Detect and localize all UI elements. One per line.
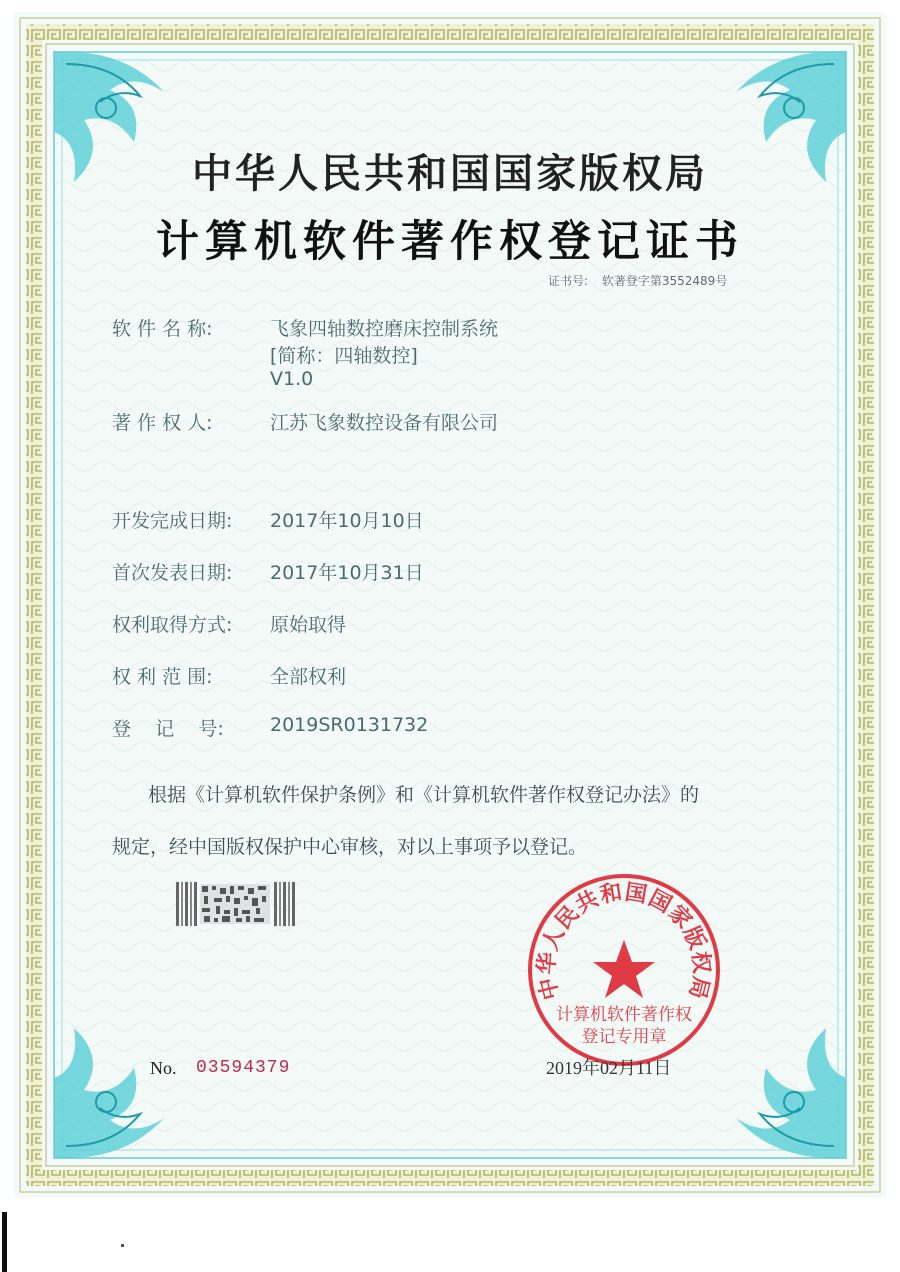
field-label-acquisition-method: 权利取得方式: bbox=[112, 614, 233, 636]
field-label-rights-scope: 权 利 范 围: bbox=[112, 666, 213, 688]
scan-edge-mark bbox=[2, 1212, 7, 1272]
serial-number-value: 03594379 bbox=[196, 1058, 291, 1078]
field-label-completion-date: 开发完成日期: bbox=[112, 510, 233, 532]
certificate-number bbox=[548, 272, 727, 289]
field-value-version: V1.0 bbox=[270, 368, 314, 390]
field-value-acquisition-method: 原始取得 bbox=[270, 614, 347, 636]
serial-number-label: No. bbox=[150, 1058, 177, 1078]
statement-line-1: 根据《计算机软件保护条例》和《计算机软件著作权登记办法》的 bbox=[148, 784, 700, 806]
certificate-number-label: 证书号: bbox=[548, 274, 589, 288]
field-value-completion-date: 2017年10月10日 bbox=[270, 510, 424, 532]
certificate-number-value: 软著登字第3552489号 bbox=[601, 274, 728, 288]
seal-inner-line-2: 登记专用章 bbox=[581, 1027, 667, 1047]
seal-inner-line-1: 计算机软件著作权 bbox=[556, 1005, 692, 1025]
field-label-publication-date: 首次发表日期: bbox=[112, 562, 233, 584]
field-value-software-name: 飞象四轴数控磨床控制系统 bbox=[270, 318, 499, 340]
certificate-title: 计算机软件著作权登记证书 bbox=[156, 217, 744, 267]
seal-ring-text: 中华人民共和国国家版权局 bbox=[534, 879, 714, 1003]
issuing-authority: 中华人民共和国国家版权局 bbox=[192, 151, 708, 197]
field-value-copyright-owner: 江苏飞象数控设备有限公司 bbox=[270, 412, 499, 434]
seal-star-icon bbox=[593, 940, 655, 998]
field-label-copyright-owner: 著 作 权 人: bbox=[112, 412, 213, 434]
field-value-registration-number: 2019SR0131732 bbox=[270, 714, 429, 736]
field-value-publication-date: 2017年10月31日 bbox=[270, 562, 424, 584]
issue-date: 2019年02月11日 bbox=[546, 1058, 672, 1078]
field-label-registration-number: 登 记 号: bbox=[112, 718, 224, 740]
field-label-software-name: 软 件 名 称: bbox=[112, 318, 213, 340]
field-value-rights-scope: 全部权利 bbox=[270, 666, 347, 688]
statement-line-2: 规定，经中国版权保护中心审核，对以上事项予以登记。 bbox=[112, 836, 588, 858]
field-value-short-name: [简称：四轴数控] bbox=[270, 345, 418, 367]
barcode-icon bbox=[176, 882, 302, 926]
official-seal bbox=[524, 870, 724, 1070]
scan-dust-mark bbox=[121, 1244, 124, 1247]
